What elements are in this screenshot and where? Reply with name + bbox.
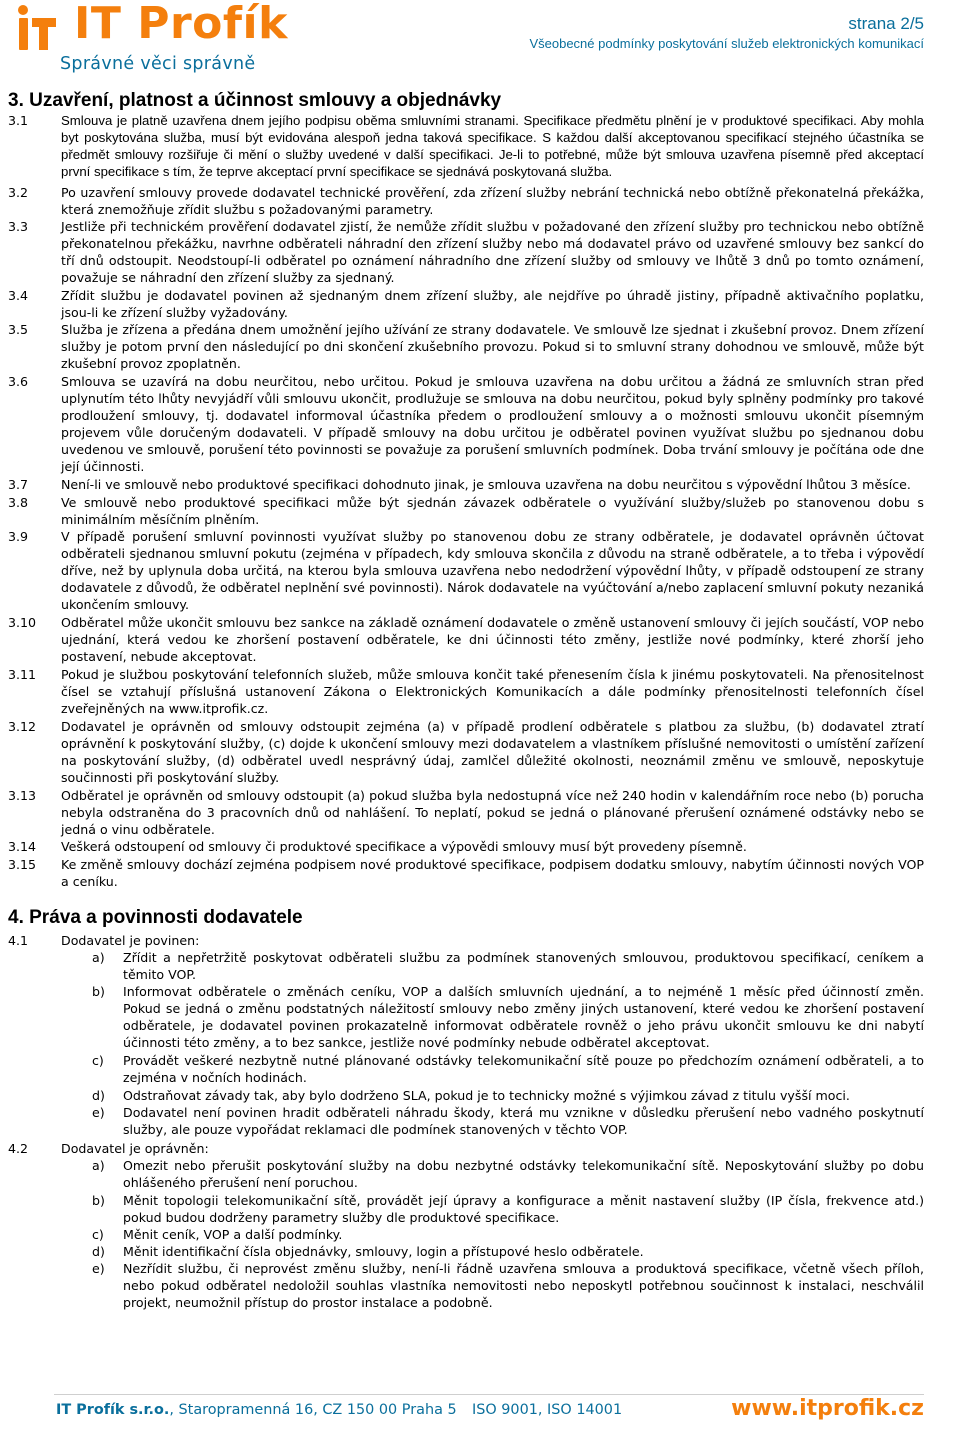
subclause-letter: a) xyxy=(92,950,105,965)
clause-3-14 xyxy=(8,838,924,855)
subclause-text: Omezit nebo přerušit poskytování služby na dobu nezbytné odstávky telekomunikační sítě. Neposkytování služby po dobu ohlášeného přerušení není poruchou. xyxy=(123,1158,924,1191)
clause-text: Dodavatel je oprávněn od smlouvy odstoupit zejména (a) v případě prodlení odběratele s platbou za službu, (b) dodavatel ztratí oprávnění k poskytování služby, (c) dojde k ukončení smlouvy mezi dodavatelem a vlastníkem příslušné nemovitosti o umístění zařízení na poskytování služby, (d) odběratel uvedl nesprávný údaj, zamlčel důležité okolnosti, neoznámil změnu ve smlouvě, neposkytuje součinnosti při poskytování služby. xyxy=(61,719,924,786)
clause-number: 3.5 xyxy=(8,322,29,337)
footer-website-link[interactable]: www.itprofik.cz xyxy=(731,1396,924,1421)
clause-text: Jestliže při technickém prověření dodavatel zjistí, že nemůže zřídit službu v požadované den zřízení služby pro technickou nebo obtížně překonatelnou překážku, navrhne odběrateli náhradní den zřízení služby nebo má dodavatel právo od uzavřené smlouvy bez sankcí do tří dnů odstoupit. Neodstoupí-li odběratel po oznámení náhradního dne zřízení služby od smlouvy ve lhůtě 3 dnů po tomto oznámení, považuje se náhradní den zřízení služby za sjednaný. xyxy=(61,219,924,286)
subclause-text: Provádět veškeré nezbytně nutné plánované odstávky telekomunikační sítě pouze po předchozím oznámení odběrateli, a to zejména v nočních hodinách. xyxy=(123,1053,924,1086)
clause-number: 3.4 xyxy=(8,288,29,303)
clause-4-2-e xyxy=(92,1260,924,1311)
clause-number: 3.3 xyxy=(8,219,29,234)
clause-3-15 xyxy=(8,856,924,890)
clause-3-8 xyxy=(8,494,924,528)
clause-4-2-a xyxy=(92,1157,924,1191)
clause-3-10 xyxy=(8,614,924,665)
company-logo xyxy=(12,0,288,82)
clause-text: Odběratel může ukončit smlouvu bez sankce na základě oznámení dodavatele o změně ustanovení smlouvy či jejích součástí, VOP nebo ujednání, která vedou ke zhoršení postavení odběratele, ke dni účinnosti této změny, jestliže nové podmínky, které zhorší jeho postavení, nebude akceptovat. xyxy=(61,615,924,665)
subclause-text: Dodavatel není povinen hradit odběrateli náhradu škody, která mu vznikne v důsledku přerušení nebo vadného poskytnutí služby, ale pouze vypořádat reklamaci dle podmínek stanovených v těchto VOP. xyxy=(123,1105,924,1138)
clause-3-3 xyxy=(8,218,924,286)
subclause-letter: b) xyxy=(92,984,105,999)
subclause-letter: e) xyxy=(92,1105,105,1120)
subclause-text: Měnit topologii telekomunikační sítě, provádět její úpravy a konfigurace a měnit nastavení služby (IP čísla, frekvence atd.) pokud budou dodrženy parametry služby dle produktové specifikace. xyxy=(123,1193,924,1226)
clause-3-12 xyxy=(8,718,924,786)
clause-text: Po uzavření smlouvy provede dodavatel technické prověření, zda zřízení služby nebrání technická nebo obtížně překonatelná překážka, která znemožňuje zřídit službu s požadovanými parametry. xyxy=(61,185,924,218)
clause-text: Dodavatel je oprávněn: xyxy=(61,1141,209,1156)
clause-number: 3.2 xyxy=(8,185,29,200)
clause-text: Není-li ve smlouvě nebo produktové specifikaci dohodnuto jinak, je smlouva uzavřena na dobu neurčitou s výpovědní lhůtou 3 měsíce. xyxy=(61,477,911,492)
clause-text: Pokud je službou poskytování telefonních služeb, může smlouva končit také přenesením čísla k jinému poskytovateli. Na přenositelnost čísel se vztahují příslušná ustanovení Zákona o Elektronických Komunikacích a dále podmínky přenositelnosti telefonních čísel zveřejněných na www.itprofik.cz. xyxy=(61,667,924,717)
clause-3-11 xyxy=(8,666,924,717)
clause-number: 3.1 xyxy=(8,113,29,128)
clause-text: Dodavatel je povinen: xyxy=(61,933,200,948)
clause-4-1 xyxy=(8,932,924,949)
subclause-letter: e) xyxy=(92,1261,105,1276)
subclause-letter: a) xyxy=(92,1158,105,1173)
subclause-text: Měnit identifikační čísla objednávky, smlouvy, login a přístupové heslo odběratele. xyxy=(123,1244,644,1259)
clause-number: 3.15 xyxy=(8,857,37,872)
subclause-letter: c) xyxy=(92,1227,104,1242)
clause-text: Veškerá odstoupení od smlouvy či produktové specifikace a výpovědi smlouvy musí být provedeny písemně. xyxy=(61,839,747,854)
clause-3-1 xyxy=(8,112,924,180)
clause-4-1-b xyxy=(92,983,924,1051)
clause-text: Zřídit službu je dodavatel povinen až sjednaným dnem zřízení služby, ale nejdříve po úhradě jistiny, případně aktivačního poplatku, jsou-li ke zřízení služby vyžadovány. xyxy=(61,288,924,321)
clause-3-13 xyxy=(8,787,924,838)
clause-number: 3.6 xyxy=(8,374,29,389)
clause-3-5 xyxy=(8,321,924,372)
subclause-text: Nezřídit službu, či neprovést změnu služby, není-li řádně uzavřena smlouva a produktová specifikace, včetně všech příloh, nebo pokud odběratel nedoložil souhlas vlastníka nemovitosti nebo neposkytl potřebnou součinnost k instalaci, neschválil projekt, neumožnil přístup do prostor instalace a podobně. xyxy=(123,1261,924,1311)
clause-number: 3.7 xyxy=(8,477,29,492)
subclause-letter: c) xyxy=(92,1053,104,1068)
clause-4-1-c xyxy=(92,1052,924,1086)
clause-number: 4.1 xyxy=(8,933,29,948)
subclause-letter: d) xyxy=(92,1244,105,1259)
clause-text: Smlouva je platně uzavřena dnem jejího podpisu oběma smluvními stranami. Specifikace předmětu plnění je v produktové specifikaci. Aby mohla byt poskytována služba, musí být evidována alespoň jedna taková specifikace. S každou další akceptovanou specifikací stejného účastníka se předmět smlouvy rozšiřuje či mění o služby uvedené v další specifikaci. Je-li to potřebné, může být smlouva uzavřena písemně před akceptací první specifikace s tím, že teprve akceptací první specifikace se sjednává poskytovaná služba. xyxy=(61,113,924,180)
subclause-text: Měnit ceník, VOP a další podmínky. xyxy=(123,1227,343,1242)
clause-4-2 xyxy=(8,1140,924,1157)
clause-text: Ve smlouvě nebo produktové specifikaci může být sjednán závazek odběratele o využívání služby/služeb po stanovenou dobu s minimálním měsíčním plněním. xyxy=(61,495,924,528)
subclause-letter: d) xyxy=(92,1088,105,1103)
logo-wordmark: IT Profík xyxy=(74,0,288,49)
clause-4-2-c xyxy=(92,1226,924,1243)
clause-3-2 xyxy=(8,184,924,218)
footer-company-name: IT Profík s.r.o. xyxy=(56,1402,170,1418)
clause-number: 3.8 xyxy=(8,495,29,510)
logo-slogan: Správné věci správně xyxy=(60,54,256,74)
section-4-heading: 4. Práva a povinnosti dodavatele xyxy=(8,907,303,928)
clause-text: Odběratel je oprávněn od smlouvy odstoupit (a) pokud služba byla nedostupná více než 240 hodin v kalendářním roce nebo (b) porucha nebyla odstraněna do 3 pracovních dnů od nahlášení. To neplatí, pokud se jedná o plánované přerušení oznámené odstávky nebo se jedná o vinu odběratele. xyxy=(61,788,924,838)
clause-number: 3.13 xyxy=(8,788,37,803)
subclause-text: Odstraňovat závady tak, aby bylo dodrženo SLA, pokud je to technicky možné s výjimkou závad z titulu vyšší moci. xyxy=(123,1088,850,1103)
footer-certification: ISO 9001, ISO 14001 xyxy=(472,1402,623,1418)
clause-4-2-d xyxy=(92,1243,924,1260)
subclause-text: Informovat odběratele o změnách ceníku, VOP a dalších smluvních ujednání, a to nejméně 1 měsíc před účinností změn. Pokud se jedná o změnu podstatných náležitostí smlouvy nebo změny jiných ustanovení, které vedou ke zhoršení postavení odběratele, je dodavatel povinen prokazatelně informovat odběratele rovněž o jeho právu ukončit smlouvu ke dni nabytí účinnosti této změny, a to bez sankce, jestliže nové podmínky nebude odběratel akceptovat. xyxy=(123,984,924,1051)
clause-4-1-e xyxy=(92,1104,924,1138)
clause-text: V případě porušení smluvní povinnosti využívat služby po stanovenou dobu ze strany odběratele, je dodavatel oprávněn účtovat odběrateli sjednanou smluvní pokutu (zejména v případech, kdy smlouva skončila z důvodu na straně odběratele, a to třeba i výpovědí dříve, než by uplynula doba určitá, na kterou byla smlouva uzavřena nebo nedodržení výpovědní lhůty, v případě odstoupení ze strany dodavatele z důvodů, že odběratel neplnění své povinnosti). Nárok dodavatele na vyúčtování a/nebo zaplacení smluvní pokuty nezaniká ukončením smlouvy. xyxy=(61,529,924,613)
clause-number: 3.10 xyxy=(8,615,37,630)
clause-number: 3.12 xyxy=(8,719,37,734)
clause-text: Ke změně smlouvy dochází zejména podpisem nové produktové specifikace, podpisem dodatku smlouvy, nabytím účinnosti nových VOP a ceníku. xyxy=(61,857,924,890)
clause-text: Smlouva se uzavírá na dobu neurčitou, nebo určitou. Pokud je smlouva uzavřena na dobu určitou a žádná ze smluvních stran před uplynutím této lhůty nevyjádří vůli smlouvu ukončit, prodlužuje se smlouva na dobu neurčitou, pokud byly splněny podmínky pro takové prodloužení smlouvy, tj. dodavatel informoval účastníka předem o prodloužení smlouvy a o možnosti smlouvu ukončit písemným projevem vůle doručeným dodavateli. V případě smlouvy na dobu určitou je odběratel povinen využívat službu po sjednanou dobu uvedenou ve smlouvě, porušení této povinnosti se považuje za porušení smluvních podmínek. Doba trvání smlouvy je počítána ode dne její účinnosti. xyxy=(61,374,924,475)
subclause-text: Zřídit a nepřetržitě poskytovat odběrateli službu za podmínek stanovených smlouvou, produktovou specifikací, ceníkem a těmito VOP. xyxy=(123,950,924,983)
section-3-heading: 3. Uzavření, platnost a účinnost smlouvy a objednávky xyxy=(8,90,502,111)
clause-3-7 xyxy=(8,476,924,493)
clause-number: 3.9 xyxy=(8,529,29,544)
footer-company xyxy=(56,1402,457,1418)
clause-4-2-b xyxy=(92,1192,924,1226)
clause-3-6 xyxy=(8,373,924,476)
clause-4-1-d xyxy=(92,1087,924,1104)
clause-number: 3.14 xyxy=(8,839,37,854)
footer-address: , Staropramenná 16, CZ 150 00 Praha 5 xyxy=(169,1402,457,1418)
logo-symbol-icon xyxy=(12,2,68,58)
clause-number: 3.11 xyxy=(8,667,37,682)
clause-3-9 xyxy=(8,528,924,613)
document-title: Všeobecné podmínky poskytování služeb elektronických komunikací xyxy=(529,36,924,51)
clause-number: 4.2 xyxy=(8,1141,29,1156)
clause-3-4 xyxy=(8,287,924,321)
clause-text: Služba je zřízena a předána dnem umožnění jejího užívání ze strany dodavatele. Ve smlouvě lze sjednat i zkušební provoz. Dnem zřízení služby je potom první den následující po dni skončení zkušebního provozu. Pokud si to smluvní strany dohodnou ve smlouvě, může být zkušební provoz zpoplatněn. xyxy=(61,322,924,372)
clause-4-1-a xyxy=(92,949,924,983)
footer-divider xyxy=(54,1394,924,1395)
page-number: strana 2/5 xyxy=(848,14,924,33)
subclause-letter: b) xyxy=(92,1193,105,1208)
